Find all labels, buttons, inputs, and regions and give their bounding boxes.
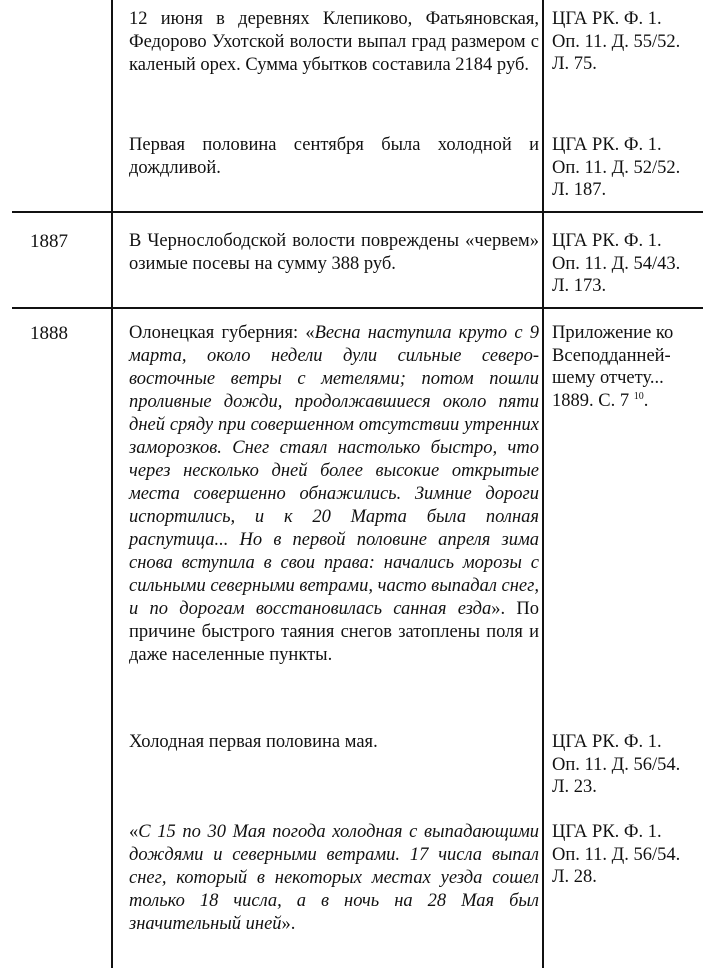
table-cell-source: ЦГА РК. Ф. 1. Оп. 11. Д. 52/52. Л. 187. [552,135,681,200]
table-cell-text: 12 июня в деревнях Клепиково, Фатьяновская, Федорово Ухотской волости выпал град размером с каленый орех. Сумма убытков составила 2184 руб. [129,9,539,75]
table-cell-year: 1887 [30,231,68,252]
table-cell-text [129,322,539,667]
row-divider [12,211,703,213]
table-cell-source: ЦГА РК. Ф. 1. Оп. 11. Д. 56/54. Л. 23. [552,732,681,797]
table-cell-source: Приложение ко Всеподданней- шему отчету... 1889. С. 7 $^{10}$. [552,323,674,411]
quote-italic: С 15 по 30 Мая погода холодная с выпадающими дождями и северными ветрами. 17 числа выпал снег, который в некоторых местах уезда сошел только 18 числа, а в ночь на 28 Мая был значительный иней [129,822,539,934]
table-cell-text [129,821,539,936]
table-cell-source: ЦГА РК. Ф. 1. Оп. 11. Д. 54/43. Л. 173. [552,231,681,296]
quote-italic: Весна наступила круто с 9 марта, около недели дули сильные северо-восточные ветры с метелями; потом пошли проливные дожди, продолжавшиеся около пяти дней сряду при совершенном отсутствии утренних заморозков. Снег стаял настолько быстро, что через несколько дней более высокие открытые места совершенно обнажились. Зимние дороги испортились, и к 20 Марта была полная распутица... Но в первой половине апреля зима снова вступила в свои права: начались морозы с сильными северными ветрами, часто выпадал снег, и по дорогам восстановилась санная езда [129,323,539,619]
column-divider-year [111,0,113,968]
column-divider-source [542,0,544,968]
row-divider [12,307,703,309]
quote-prefix: « [129,822,139,842]
table-cell-text: Холодная первая половина мая. [129,732,378,752]
table-cell-source: ЦГА РК. Ф. 1. Оп. 11. Д. 56/54. Л. 28. [552,822,681,887]
table-cell-source: ЦГА РК. Ф. 1. Оп. 11. Д. 55/52. Л. 75. [552,9,681,74]
quote-suffix: ». [281,914,296,934]
source-text: Приложение ко Всеподданней- шему отчету... 1889. С. 7 [552,323,674,411]
quote-suffix: ». По причине быстрого таяния снегов затоплены поля и даже населенные пункты. [129,599,539,665]
table-cell-year: 1888 [30,323,68,344]
table-cell-text: В Чернослободской волости повреждены «червем» озимые посевы на сумму 388 руб. [129,231,539,274]
quote-prefix: Олонецкая губерния: « [129,323,315,343]
table-cell-text: Первая половина сентября была холодной и дождливой. [129,135,539,178]
footnote-marker: 10 [633,390,644,402]
